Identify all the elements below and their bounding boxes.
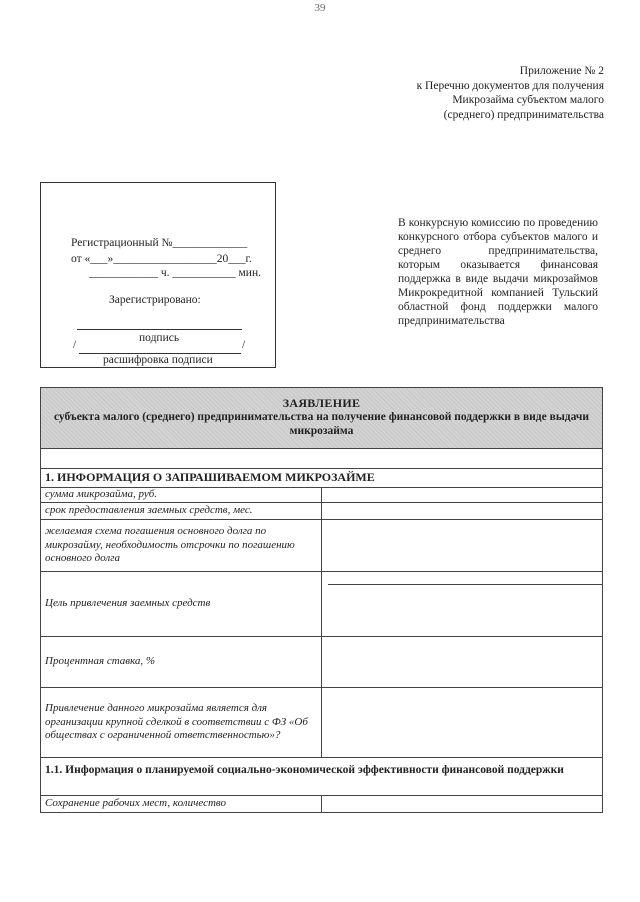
row-label-major-deal: Привлечение данного микрозайма является для организации крупной сделкой в соответствии с ФЗ «Об обществах с ограниченной ответственностью»? xyxy=(41,688,322,758)
rate-input[interactable] xyxy=(322,637,603,688)
slash-right: / xyxy=(242,339,246,351)
term-input[interactable] xyxy=(322,503,603,520)
application-header xyxy=(41,388,602,448)
appendix-line: к Перечню документов для получения xyxy=(416,79,604,92)
repayment-input[interactable] xyxy=(322,520,603,572)
amount-input[interactable] xyxy=(322,488,603,503)
appendix-note xyxy=(344,64,604,122)
application-form xyxy=(40,387,603,813)
appendix-line: Микрозайма субъектом малого xyxy=(452,94,604,106)
purpose-input[interactable] xyxy=(322,572,603,637)
registered-label: Зарегистрировано: xyxy=(109,294,201,306)
signature-line[interactable] xyxy=(77,329,242,330)
row-label-amount: сумма микрозайма, руб. xyxy=(41,488,322,503)
appendix-line: Приложение № 2 xyxy=(519,65,604,77)
application-title: ЗАЯВЛЕНИЕ xyxy=(282,396,361,410)
appendix-line: (среднего) предпринимательства xyxy=(443,108,604,121)
section-1-title: 1. ИНФОРМАЦИЯ О ЗАПРАШИВАЕМОМ МИКРОЗАЙМЕ xyxy=(41,469,602,488)
row-label-purpose: Цель привлечения заемных средств xyxy=(41,572,322,637)
registration-box xyxy=(40,182,276,368)
signature-label: подпись xyxy=(139,332,180,344)
registration-number-field[interactable]: Регистрационный №_____________ xyxy=(71,237,248,249)
page-number: 39 xyxy=(314,2,326,14)
row-label-repayment: желаемая схема погашения основного долга по микрозайму, необходимость отсрочки по погашению основного долга xyxy=(41,520,322,572)
application-subtitle: субъекта малого (среднего) предпринимательства на получение финансовой поддержки в виде выдачи микрозайма xyxy=(53,411,590,437)
decoding-label: расшифровка подписи xyxy=(103,354,213,366)
registration-date-field[interactable]: от «___»__________________20___г. xyxy=(71,253,252,265)
microloan-table xyxy=(41,468,602,812)
major-deal-input[interactable] xyxy=(322,688,603,758)
header-spacer xyxy=(41,448,602,468)
row-label-term: срок предоставления заемных средств, мес. xyxy=(41,503,322,520)
purpose-inner-line xyxy=(328,584,602,585)
jobs-input[interactable] xyxy=(322,796,603,812)
row-label-jobs: Сохранение рабочих мест, количество xyxy=(41,796,322,812)
addressee-block: В конкурсную комиссию по проведению конкурсного отбора субъектов малого и среднего предпринимательства, которым оказывается финансовая поддержка в виде выдачи микрозаймов Микрокредитной компанией Тульский областной фонд поддержки малого предпринимательства xyxy=(398,217,598,327)
section-1-1-title: 1.1. Информация о планируемой социально-экономической эффективности финансовой поддержки xyxy=(41,758,602,796)
row-label-rate: Процентная ставка, % xyxy=(41,637,322,688)
registration-time-field[interactable]: ____________ ч. ___________ мин. xyxy=(89,267,261,279)
slash-left: / xyxy=(73,339,77,351)
